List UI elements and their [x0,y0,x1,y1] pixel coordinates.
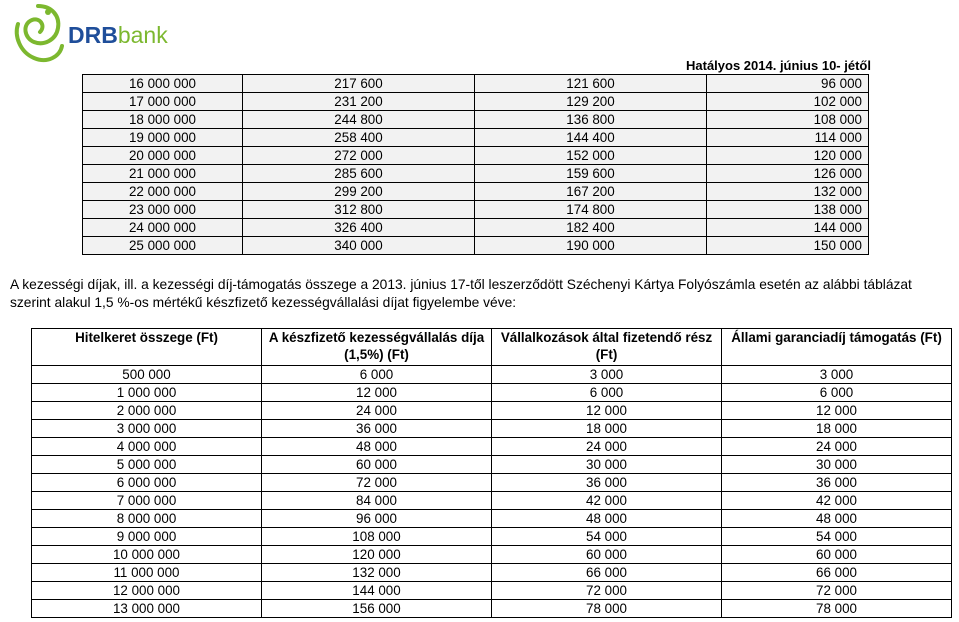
effective-date: Hatályos 2014. június 10- jétől [686,58,871,73]
table-cell: 3 000 000 [32,420,262,438]
table-cell: 340 000 [243,237,475,255]
table-cell: 121 600 [475,75,707,93]
table-cell: 30 000 [492,456,722,474]
logo-wordmark [68,22,168,49]
fee-table [31,328,952,618]
table-cell: 2 000 000 [32,402,262,420]
table-cell: 167 200 [475,183,707,201]
table-cell: 12 000 [722,402,952,420]
table-cell: 48 000 [722,510,952,528]
table-cell: 78 000 [722,600,952,618]
table-cell: 9 000 000 [32,528,262,546]
header-credit-limit: Hitelkeret összege (Ft) [32,329,262,366]
table-cell: 36 000 [492,474,722,492]
table-cell: 120 000 [707,147,869,165]
table-cell: 138 000 [707,201,869,219]
table-cell: 6 000 [492,384,722,402]
table-cell: 30 000 [722,456,952,474]
table-cell: 190 000 [475,237,707,255]
table-row [83,129,869,147]
table-cell: 144 000 [262,582,492,600]
table-cell: 60 000 [722,546,952,564]
table-row [32,528,952,546]
table-cell: 23 000 000 [83,201,243,219]
table-cell: 120 000 [262,546,492,564]
drb-bank-logo [8,2,168,66]
table-cell: 66 000 [722,564,952,582]
table-cell: 72 000 [492,582,722,600]
table-cell: 24 000 [262,402,492,420]
table-cell: 84 000 [262,492,492,510]
table-cell: 132 000 [707,183,869,201]
table-cell: 54 000 [722,528,952,546]
table-row [83,219,869,237]
table-row [32,564,952,582]
table-cell: 156 000 [262,600,492,618]
table-cell: 36 000 [722,474,952,492]
table-cell: 144 400 [475,129,707,147]
table-cell: 136 800 [475,111,707,129]
table-cell: 144 000 [707,219,869,237]
table-cell: 60 000 [262,456,492,474]
table-cell: 217 600 [243,75,475,93]
table-cell: 66 000 [492,564,722,582]
table-cell: 4 000 000 [32,438,262,456]
table-cell: 102 000 [707,93,869,111]
table-row [32,600,952,618]
table-row [83,165,869,183]
table-cell: 159 600 [475,165,707,183]
table-cell: 54 000 [492,528,722,546]
table-cell: 60 000 [492,546,722,564]
table-cell: 96 000 [262,510,492,528]
table-cell: 231 200 [243,93,475,111]
table-cell: 48 000 [492,510,722,528]
table-header-row [32,329,952,366]
table-cell: 24 000 [492,438,722,456]
table-cell: 10 000 000 [32,546,262,564]
table-cell: 24 000 000 [83,219,243,237]
table-cell: 312 800 [243,201,475,219]
table-cell: 114 000 [707,129,869,147]
table-row [32,384,952,402]
table-cell: 21 000 000 [83,165,243,183]
table-cell: 18 000 000 [83,111,243,129]
table-cell: 36 000 [262,420,492,438]
logo-wordmark-drb: DRB [68,22,118,48]
table-cell: 18 000 [492,420,722,438]
table-cell: 3 000 [722,366,952,384]
table-cell: 19 000 000 [83,129,243,147]
table-cell: 326 400 [243,219,475,237]
table-cell: 12 000 [262,384,492,402]
table-cell: 174 800 [475,201,707,219]
table-cell: 7 000 000 [32,492,262,510]
table-cell: 285 600 [243,165,475,183]
table-cell: 6 000 [722,384,952,402]
header-business-share: Vállalkozások által fizetendő rész (Ft) [492,329,722,366]
table-row [83,75,869,93]
table-cell: 8 000 000 [32,510,262,528]
table-cell: 42 000 [492,492,722,510]
table-row [83,237,869,255]
table-row [83,111,869,129]
table-cell: 6 000 000 [32,474,262,492]
fee-description-paragraph: A kezességi díjak, ill. a kezességi díj-támogatás összege a 2013. június 17-től leszerződött Széchenyi Kártya Folyószámla esetén az alábbi táblázat szerint alakul 1,5 %-os mértékű készfizető kezességvállalási díjat figyelembe véve: [10,277,912,310]
table-cell: 72 000 [262,474,492,492]
table-cell: 12 000 000 [32,582,262,600]
table-cell: 22 000 000 [83,183,243,201]
table-row [32,456,952,474]
table-row [32,366,952,384]
table-row [32,438,952,456]
table-cell: 24 000 [722,438,952,456]
table-cell: 72 000 [722,582,952,600]
table-row [32,492,952,510]
table-cell: 126 000 [707,165,869,183]
table-cell: 17 000 000 [83,93,243,111]
table-cell: 5 000 000 [32,456,262,474]
table-cell: 152 000 [475,147,707,165]
table-cell: 12 000 [492,402,722,420]
table-cell: 78 000 [492,600,722,618]
table-cell: 500 000 [32,366,262,384]
table-cell: 1 000 000 [32,384,262,402]
table-cell: 42 000 [722,492,952,510]
table-cell: 20 000 000 [83,147,243,165]
header-state-support: Állami garanciadíj támogatás (Ft) [722,329,952,366]
table-cell: 182 400 [475,219,707,237]
table-cell: 108 000 [262,528,492,546]
table-cell: 3 000 [492,366,722,384]
table-cell: 244 800 [243,111,475,129]
table-row [83,183,869,201]
table-row [32,546,952,564]
table-row [83,147,869,165]
table-cell: 18 000 [722,420,952,438]
table-cell: 11 000 000 [32,564,262,582]
fee-table-continued [82,74,869,255]
table-cell: 48 000 [262,438,492,456]
table-row [32,510,952,528]
table-cell: 132 000 [262,564,492,582]
table-row [32,420,952,438]
table-cell: 6 000 [262,366,492,384]
table-cell: 150 000 [707,237,869,255]
table-row [32,474,952,492]
table-cell: 272 000 [243,147,475,165]
drb-logo-emblem-icon [8,2,68,66]
table-cell: 258 400 [243,129,475,147]
logo-wordmark-bank: bank [117,22,168,48]
table-row [32,582,952,600]
table-cell: 96 000 [707,75,869,93]
table-cell: 129 200 [475,93,707,111]
table-cell: 25 000 000 [83,237,243,255]
table-cell: 16 000 000 [83,75,243,93]
table-row [32,402,952,420]
table-cell: 299 200 [243,183,475,201]
table-cell: 13 000 000 [32,600,262,618]
table-row [83,93,869,111]
header-guarantee-fee: A készfizető kezességvállalás díja (1,5%) (Ft) [262,329,492,366]
table-cell: 108 000 [707,111,869,129]
table-row [83,201,869,219]
